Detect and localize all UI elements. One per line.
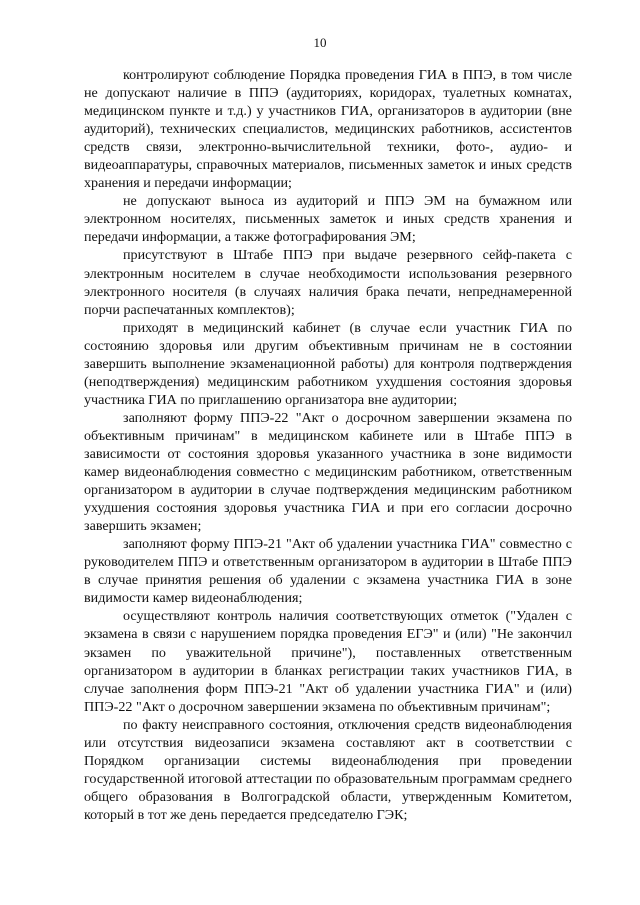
page-number: 10 xyxy=(313,35,327,50)
paragraph: присутствуют в Штабе ППЭ при выдаче резервного сейф-пакета с электронным носителем в случае необходимости использования резервного электронного носителя (в случаях наличия брака печати, непреднамеренной порчи распечатанных комплектов); xyxy=(84,247,572,318)
paragraph: осуществляют контроль наличия соответствующих отметок ("Удален с экзамена в связи с нарушением порядка проведения ЕГЭ" и (или) "Не закончил экзамен по уважительной причине"), поставленных ответственным организатором в аудитории в бланках регистрации таких участников ГИА, в случае заполнения форм ППЭ-21 "Акт об удалении участника ГИА" и (или) ППЭ-22 "Акт о досрочном завершении экзамена по объективным причинам"; xyxy=(84,608,572,715)
paragraph: приходят в медицинский кабинет (в случае если участник ГИА по состоянию здоровья или другим объективным причинам не в состоянии завершить выполнение экзаменационной работы) для контроля подтверждения (неподтверждения) медицинским работником ухудшения состояния здоровья участника ГИА по приглашению организатора вне аудитории; xyxy=(84,319,572,408)
paragraph: не допускают выноса из аудиторий и ППЭ ЭМ на бумажном или электронном носителях, письменных заметок и иных средств хранения и передачи информации, а также фотографирования ЭМ; xyxy=(84,193,572,246)
paragraph: заполняют форму ППЭ-21 "Акт об удалении участника ГИА" совместно с руководителем ППЭ и ответственным организатором в аудитории в Штабе ППЭ в случае принятия решения об удалении с экзамена участника ГИА в зоне видимости камер видеонаблюдения; xyxy=(84,536,572,607)
document-body xyxy=(84,66,572,824)
paragraph: контролируют соблюдение Порядка проведения ГИА в ППЭ, в том числе не допускают наличие в ППЭ (аудиториях, коридорах, туалетных комнатах, медицинском пункте и т.д.) у участников ГИА, организаторов в аудитории (вне аудиторий), технических специалистов, медицинских работников, ассистентов средств связи, электронно-вычислительной техники, фото-, аудио- и видеоаппаратуры, справочных материалов, письменных заметок и иных средств хранения и передачи информации; xyxy=(84,67,572,192)
paragraph: заполняют форму ППЭ-22 "Акт о досрочном завершении экзамена по объективным причинам" в медицинском кабинете или в Штабе ППЭ в зависимости от состояния здоровья указанного участника в зоне видимости камер видеонаблюдения совместно с медицинским работником, ответственным организатором в аудитории в случае подтверждения медицинским работником ухудшения состояния здоровья участника ГИА и при его согласии досрочно завершить экзамен; xyxy=(84,409,572,535)
paragraph: по факту неисправного состояния, отключения средств видеонаблюдения или отсутствия видеозаписи экзамена составляют акт в соответствии с Порядком организации системы видеонаблюдения при проведении государственной итоговой аттестации по образовательным программам среднего общего образования в Волгоградской области, утвержденным Комитетом, который в тот же день передается председателю ГЭК; xyxy=(84,716,572,823)
